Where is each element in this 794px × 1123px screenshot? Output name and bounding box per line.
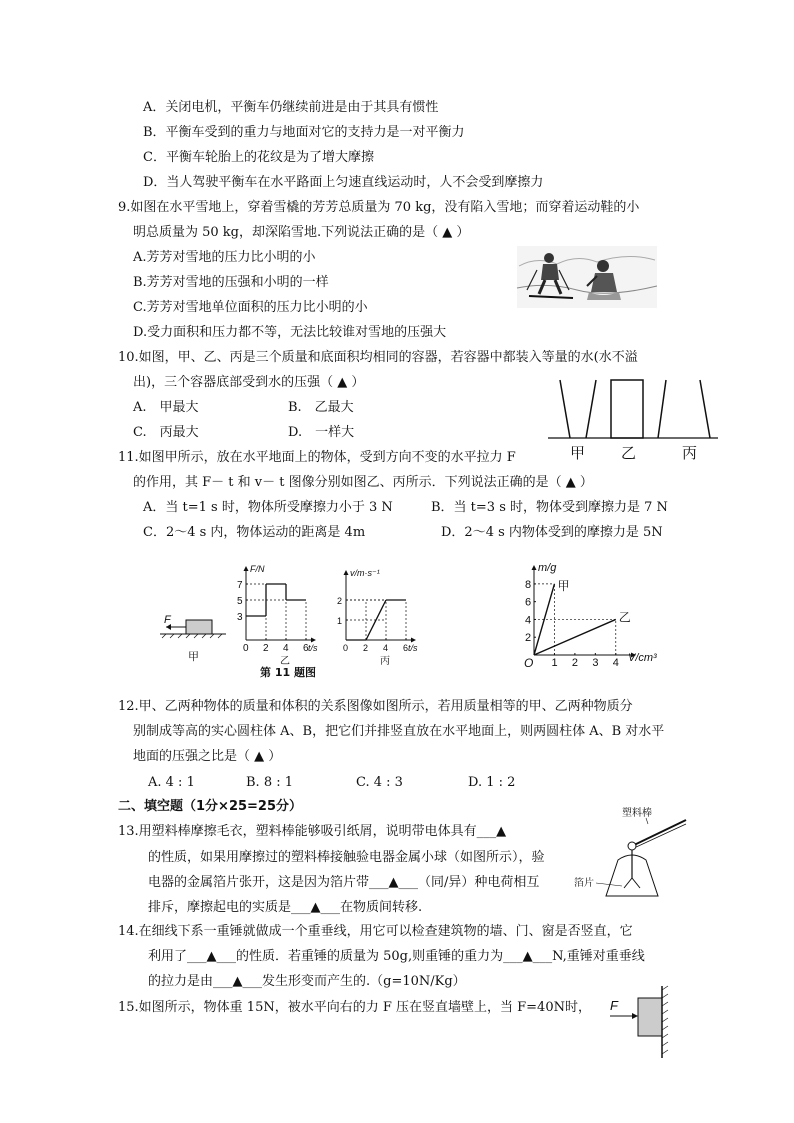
container-label-yi: 乙 [621, 445, 637, 462]
q8-option-a: A．关闭电机，平衡车仍继续前进是由于其具有惯性 [143, 100, 439, 115]
q13-line-3: 电器的金属箔片张开，这是因为箔片带___▲___（同/异）种电荷相互 [148, 875, 540, 890]
q9-stem-1: 9.如图在水平雪地上，穿着雪橇的芳芳总质量为 70 kg，没有陷入雪地；而穿着运动鞋的小 [118, 200, 640, 215]
y-tick-label: 7 [237, 580, 243, 591]
containers-figure [548, 378, 718, 464]
foil-label: 箔片 [574, 878, 594, 889]
q10-stem-1: 10.如图，甲、乙、丙是三个质量和底面积均相同的容器，若容器中都装入等量的水(水不溢 [118, 350, 638, 365]
x-tick-label: 4 [612, 657, 619, 669]
y-tick-label: 5 [237, 596, 243, 607]
q12-stem-2: 别制成等高的实心圆柱体 A、B，把它们并排竖直放在水平地面上，则两圆柱体 A、B 对水平 [133, 724, 665, 739]
q14-line-1: 14.在细线下系一重锤就做成一个重垂线，用它可以检查建筑物的墙、门、窗是否竖直，它 [118, 924, 633, 939]
wall-figure [606, 986, 686, 1064]
y-axis-arrow [532, 565, 537, 570]
q11-option-a: A．当 t=1 s 时，物体所受摩擦力小于 3 N [143, 500, 393, 515]
q9-option-d: D.受力面积和压力都不等，无法比较谁对雪地的压强大 [133, 325, 447, 340]
q11-stem-2: 的作用，其 F－ t 和 v－ t 图像分别如图乙、丙所示．下列说法正确的是（ ▲ ） [133, 475, 593, 490]
q11-option-c: C．2～4 s 内，物体运动的距离是 4m [143, 525, 366, 540]
q11-option-b: B．当 t=3 s 时，物体受到摩擦力是 7 N [431, 500, 668, 515]
y-tick-label: 3 [237, 612, 243, 623]
x-axis-arrow [311, 638, 316, 643]
q12-stem-1: 12.甲、乙两种物体的质量和体积的关系图像如图所示，若用质量相等的甲、乙两种物质分 [118, 699, 633, 714]
electroscope-figure [574, 804, 694, 904]
q13-line-1: 13.用塑料棒摩擦毛衣，塑料棒能够吸引纸屑，说明带电体具有___▲ [118, 824, 507, 839]
ft-chart [236, 560, 336, 680]
q12-option-c: C. 4 : 3 [356, 775, 403, 790]
series-line-yi [534, 619, 616, 655]
y-tick-label: 2 [337, 596, 343, 606]
q9-option-a: A.芳芳对雪地的压力比小明的小 [133, 250, 316, 265]
rod-label: 塑料棒 [622, 808, 652, 819]
x-axis-arrow [411, 638, 416, 643]
sub-label-yi: 乙 [280, 656, 290, 667]
q8-option-d: D．当人驾驶平衡车在水平路面上匀速直线运动时，人不会受到摩擦力 [143, 175, 544, 190]
x-tick-label: 2 [263, 643, 269, 654]
q12-option-a: A. 4 : 1 [148, 775, 195, 790]
q12-stem-3: 地面的压强之比是（ ▲ ） [133, 749, 282, 764]
q8-option-c: C．平衡车轮胎上的花纹是为了增大摩擦 [143, 150, 374, 165]
q10-option-b: B. 乙最大 [288, 400, 354, 415]
x-tick-label: 4 [383, 643, 389, 653]
snow-figure [517, 246, 657, 308]
container-label-bing: 丙 [682, 445, 698, 462]
x-tick-label: 0 [343, 643, 349, 653]
q15-line-1: 15.如图所示，物体重 15N，被水平向右的力 F 压在竖直墙壁上，当 F=40N时， [118, 1000, 591, 1015]
q10-option-c: C. 丙最大 [133, 425, 199, 440]
x-axis-label: t/s [408, 643, 418, 653]
q9-option-c: C.芳芳对雪地单位面积的压力比小明的小 [133, 300, 368, 315]
y-tick-label: 6 [525, 596, 532, 609]
q15-force-label: F [610, 998, 618, 1013]
x-axis-label: V/cm³ [628, 652, 657, 664]
x-tick-label: 4 [283, 643, 289, 654]
q9-stem-2: 明总质量为 50 kg，却深陷雪地.下列说法正确的是（ ▲ ） [133, 225, 470, 240]
section-2-title: 二、填空题（1分×25=25分） [118, 799, 303, 814]
sub-label-jia: 甲 [188, 651, 199, 663]
q13-line-4: 排斥，摩擦起电的实质是___▲___在物质间转移. [148, 900, 423, 915]
y-axis-label: m/g [538, 562, 557, 574]
y-axis-label: v/m·s⁻¹ [350, 568, 380, 578]
force-label-f: F [164, 614, 171, 626]
y-tick-label: 1 [337, 616, 343, 626]
x-tick-label: 0 [243, 643, 249, 654]
mv-chart [510, 563, 660, 671]
block-figure [160, 612, 230, 664]
origin-label: O [524, 656, 534, 670]
q14-line-2: 利用了___▲___的性质．若重锤的质量为 50g,则重锤的重力为___▲___N,重锤对重垂线 [148, 949, 645, 964]
q11-caption: 第 11 题图 [260, 666, 316, 679]
q14-line-3: 的拉力是由___▲___发生形变而产生的.（g=10N/Kg） [148, 974, 466, 989]
y-tick-label: 4 [525, 614, 532, 627]
series-label-jia: 甲 [557, 578, 570, 593]
y-tick-label: 8 [525, 578, 532, 591]
x-tick-label: 1 [551, 657, 558, 669]
q10-option-a: A. 甲最大 [133, 400, 199, 415]
x-tick-label: 2 [571, 657, 579, 669]
series-label-yi: 乙 [618, 610, 631, 625]
vt-chart [336, 560, 436, 680]
sub-label-bing: 丙 [380, 656, 390, 667]
x-tick-label: 6 [403, 643, 409, 653]
q9-option-b: B.芳芳对雪地的压强和小明的一样 [133, 275, 329, 290]
q11-option-d: D．2～4 s 内物体受到的摩擦力是 5N [441, 525, 663, 540]
y-tick-label: 2 [525, 632, 532, 645]
x-tick-label: 6 [303, 643, 309, 654]
x-tick-label: 3 [592, 657, 599, 669]
x-tick-label: 2 [363, 643, 369, 653]
q12-option-b: B. 8 : 1 [246, 775, 294, 790]
x-axis-label: t/s [308, 643, 318, 653]
y-axis-arrow [344, 570, 349, 575]
container-label-jia: 甲 [570, 445, 586, 462]
q12-option-d: D. 1 : 2 [468, 775, 516, 790]
q10-stem-2: 出)，三个容器底部受到水的压强（ ▲ ） [133, 375, 365, 390]
q13-line-2: 的性质，如果用摩擦过的塑料棒接触验电器金属小球（如图所示），验 [148, 850, 545, 865]
y-axis-arrow [244, 566, 249, 571]
q11-stem-1: 11.如图甲所示，放在水平地面上的物体，受到方向不变的水平拉力 F [118, 450, 516, 465]
y-axis-label: F/N [250, 564, 265, 574]
q8-option-b: B．平衡车受到的重力与地面对它的支持力是一对平衡力 [143, 125, 465, 140]
q10-option-d: D. 一样大 [288, 425, 355, 440]
